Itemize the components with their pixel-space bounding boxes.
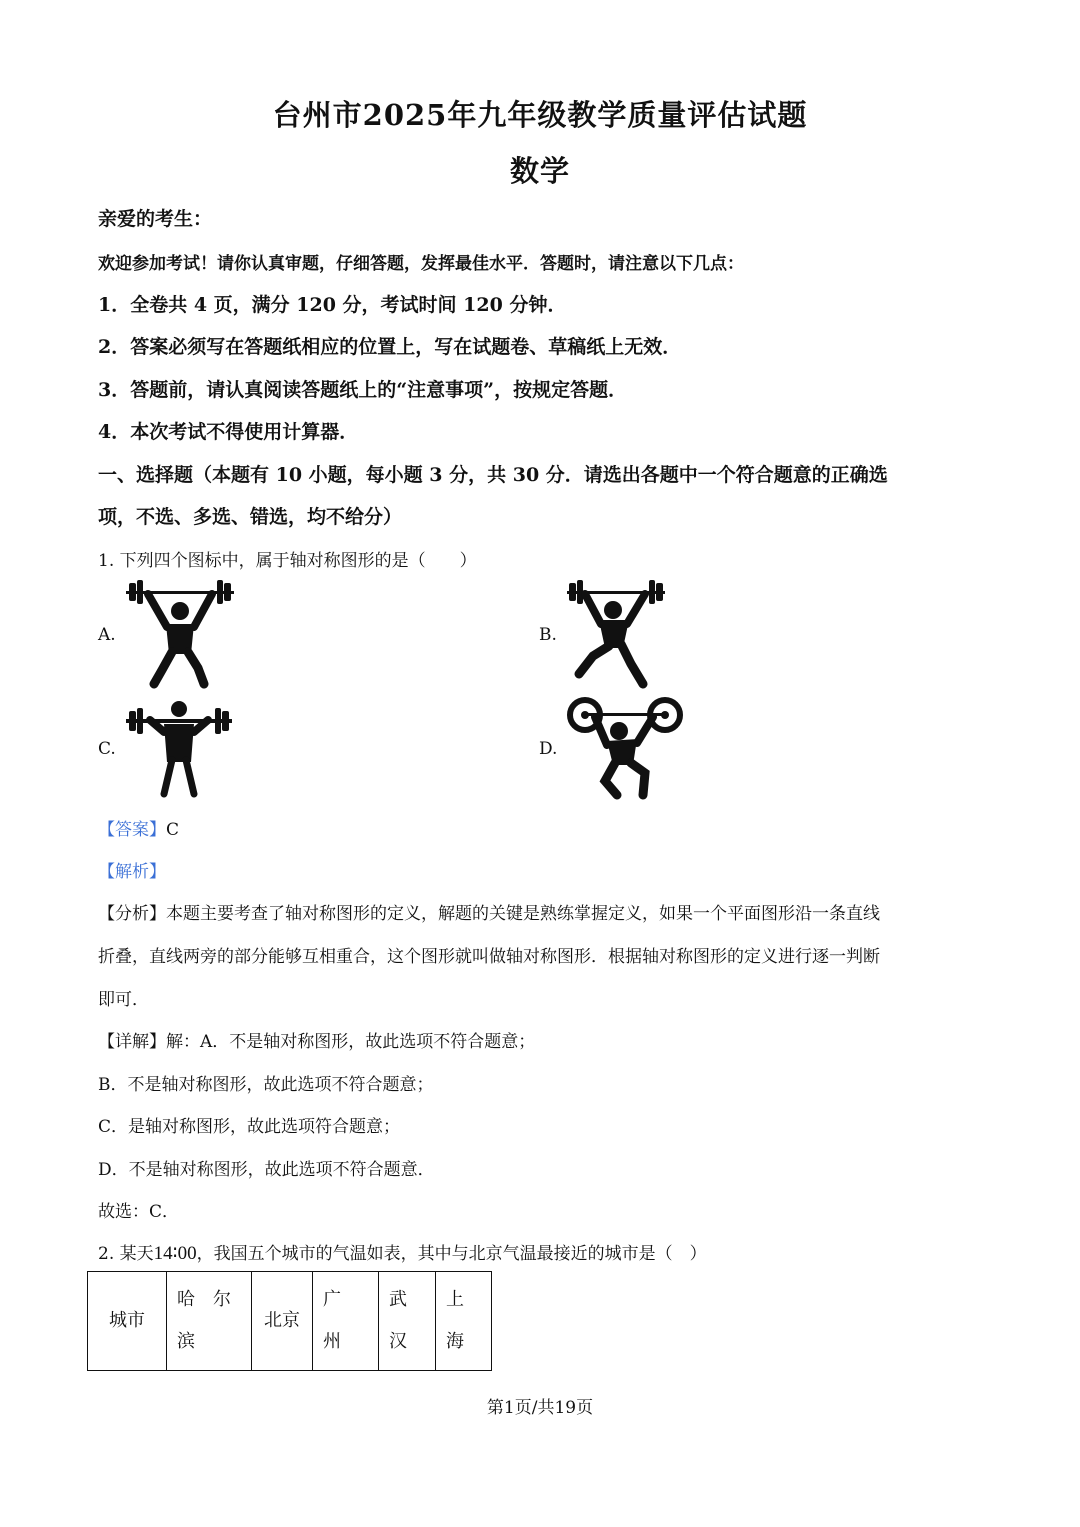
fenxi-text-1: 本题主要考查了轴对称图形的定义，解题的关键是熟练掌握定义，如果一个平面图形沿一条直线	[166, 904, 880, 924]
city-shanghai-line2: 海	[446, 1331, 464, 1352]
city-harbin-line2: 滨	[177, 1331, 195, 1352]
q2-stem-suffix: ，我国五个城市的气温如表，其中与北京气温最接近的城市是（ ）	[196, 1244, 707, 1264]
table-header-cell: 城市	[88, 1272, 167, 1371]
page-number: 第1页/共19页	[486, 1398, 594, 1418]
fenxi-line3: 即可．	[98, 990, 149, 1010]
weightlifter-squat-icon	[565, 695, 685, 801]
q1-option-a-label: A.	[98, 625, 116, 645]
weightlifter-jump-icon	[565, 578, 667, 690]
analysis-tag: 【解析】	[98, 862, 166, 882]
welcome-text: 欢迎参加考试！请你认真审题，仔细答题，发挥最佳水平．答题时，请注意以下几点：	[98, 254, 744, 274]
rule-2: 2．答案必须写在答题纸相应的位置上，写在试题卷、草稿纸上无效．	[98, 336, 682, 358]
city-wuhan-line1: 武	[389, 1289, 407, 1310]
answer-value: C	[166, 820, 180, 840]
rule-3: 3．答题前，请认真阅读答题纸上的“注意事项”，按规定答题．	[98, 379, 628, 401]
detail-tag: 【详解】	[98, 1032, 166, 1052]
city-harbin-line1: 哈 尔	[177, 1289, 231, 1310]
city-cell-beijing	[252, 1272, 313, 1371]
detail-line2: B．不是轴对称图形，故此选项不符合题意；	[98, 1075, 434, 1095]
section-heading-line2: 项，不选、多选、错选，均不给分）	[98, 506, 403, 528]
table-row	[88, 1272, 492, 1371]
city-guangzhou-line1: 广	[323, 1289, 341, 1310]
fenxi-line1	[98, 899, 880, 924]
city-cell-wuhan	[379, 1272, 436, 1371]
q1-stem: 1. 下列四个图标中，属于轴对称图形的是（ ）	[98, 551, 477, 571]
q2-time: 14∶00	[153, 1243, 197, 1264]
subject-title: 数学	[509, 154, 570, 188]
city-beijing: 北京	[264, 1310, 300, 1331]
weightlifter-stand-icon	[124, 700, 234, 800]
weightlifter-lean-icon	[124, 578, 236, 690]
fenxi-tag: 【分析】	[98, 904, 166, 924]
city-cell-shanghai	[436, 1272, 492, 1371]
fenxi-line2: 折叠，直线两旁的部分能够互相重合，这个图形就叫做轴对称图形．根据轴对称图形的定义进行逐一判断	[98, 947, 880, 967]
answer-tag: 【答案】	[98, 820, 166, 840]
q2-stem	[98, 1239, 707, 1265]
rule-4: 4．本次考试不得使用计算器．	[98, 421, 359, 443]
detail-line4: D．不是轴对称图形，故此选项不符合题意．	[98, 1160, 435, 1180]
city-wuhan-line2: 汉	[389, 1331, 407, 1352]
city-cell-harbin	[167, 1272, 252, 1371]
q2-stem-prefix: 2. 某天	[98, 1244, 154, 1264]
greeting: 亲爱的考生：	[98, 208, 213, 230]
q1-option-c-label: C.	[98, 739, 116, 759]
q1-option-b-label: B.	[539, 625, 557, 645]
city-shanghai-line1: 上	[446, 1289, 464, 1310]
city-guangzhou-line2: 州	[323, 1331, 341, 1352]
q1-option-d-label: D.	[539, 739, 558, 759]
rule-1: 1．全卷共 4 页，满分 120 分，考试时间 120 分钟．	[98, 294, 567, 316]
detail-text-1: 解：A．不是轴对称图形，故此选项不符合题意；	[166, 1032, 536, 1052]
exam-title: 台州市2025年九年级教学质量评估试题	[272, 98, 808, 132]
city-temperature-table	[87, 1271, 492, 1371]
detail-line1	[98, 1027, 535, 1052]
section-heading-line1: 一、选择题（本题有 10 小题，每小题 3 分，共 30 分．请选出各题中一个符合题意的正确选	[98, 464, 888, 486]
q1-answer	[98, 815, 179, 840]
detail-line3: C．是轴对称图形，故此选项符合题意；	[98, 1117, 401, 1137]
detail-line5: 故选：C．	[98, 1202, 180, 1222]
city-cell-guangzhou	[313, 1272, 379, 1371]
